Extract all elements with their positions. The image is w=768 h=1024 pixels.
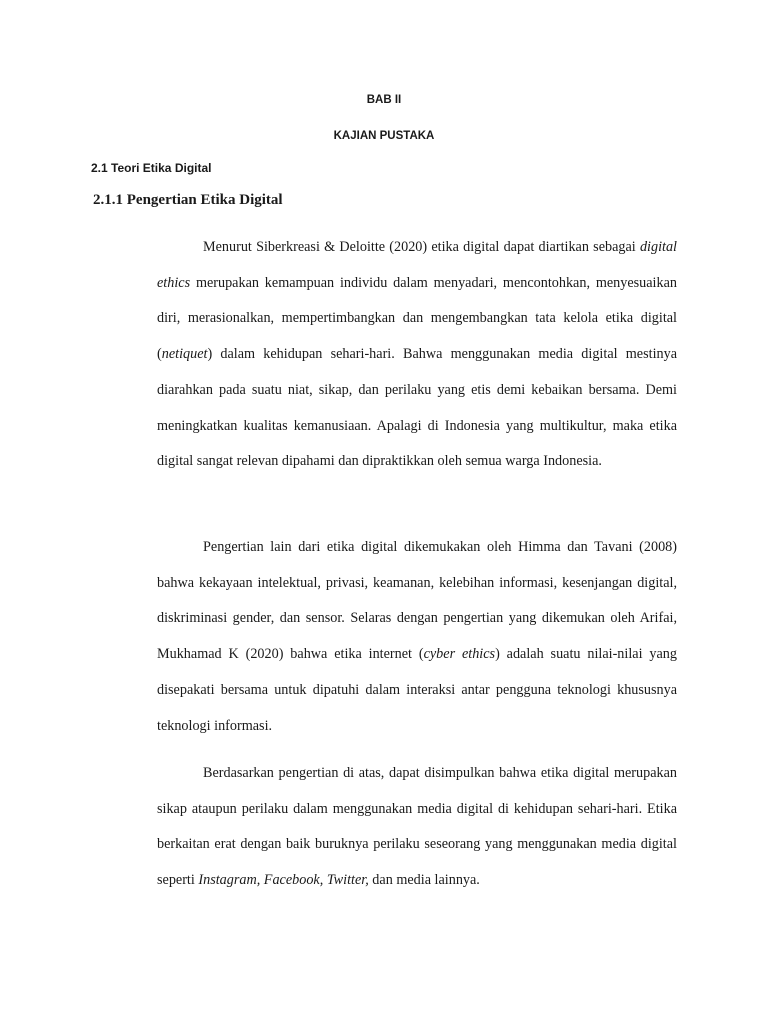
paragraph-3	[157, 756, 677, 899]
paragraph-3-text: dan media lainnya.	[368, 872, 480, 889]
paragraph-1-text: ) dalam kehidupan sehari-hari. Bahwa menggunakan media digital mestinya diarahkan pada suatu niat, sikap, dan perilaku yang etis demi kebaikan bersama. Demi meningkatkan kualitas kemanusiaan. Apalagi di Indonesia yang multikultur, maka etika digital sangat relevan dipahami dan dipraktikkan oleh semua warga Indonesia.	[157, 346, 677, 470]
section-heading: 2.1 Teori Etika Digital	[91, 161, 212, 175]
paragraph-1	[157, 230, 677, 480]
paragraph-2-text: Pengertian lain dari etika digital dikemukakan oleh Himma dan Tavani (2008) bahwa kekayaan intelektual, privasi, keamanan, kelebihan informasi, kesenjangan digital, diskriminasi gender, dan sensor. Selaras dengan pengertian yang dikemukan oleh Arifai, Mukhamad K (2020) bahwa etika internet (	[157, 539, 677, 663]
paragraph-2	[157, 530, 677, 744]
paragraph-1-term: digital ethics	[157, 239, 677, 291]
paragraph-3-text: Berdasarkan pengertian di atas, dapat disimpulkan bahwa etika digital merupakan sikap ataupun perilaku dalam menggunakan media digital di kehidupan sehari-hari. Etika berkaitan erat dengan baik buruknya perilaku seseorang yang menggunakan media digital seperti	[157, 765, 677, 889]
chapter-number: BAB II	[366, 94, 402, 106]
chapter-title: KAJIAN PUSTAKA	[333, 130, 435, 142]
paragraph-2-text: ) adalah suatu nilai-nilai yang disepakati bersama untuk dipatuhi dalam interaksi antar pengguna teknologi khususnya teknologi informasi.	[157, 646, 677, 734]
paragraph-1-text: merupakan kemampuan individu dalam menyadari, mencontohkan, menyesuaikan diri, merasionalkan, mempertimbangkan dan mengembangkan tata kelola etika digital (	[157, 274, 677, 363]
paragraph-1-term: netiquet	[161, 346, 208, 363]
subsection-heading: 2.1.1 Pengertian Etika Digital	[93, 192, 283, 208]
paragraph-3-term: Instagram, Facebook, Twitter,	[198, 872, 369, 889]
paragraph-1-text: Menurut Siberkreasi & Deloitte (2020) etika digital dapat diartikan sebagai	[203, 239, 640, 255]
paragraph-2-term: cyber ethics	[423, 646, 496, 663]
